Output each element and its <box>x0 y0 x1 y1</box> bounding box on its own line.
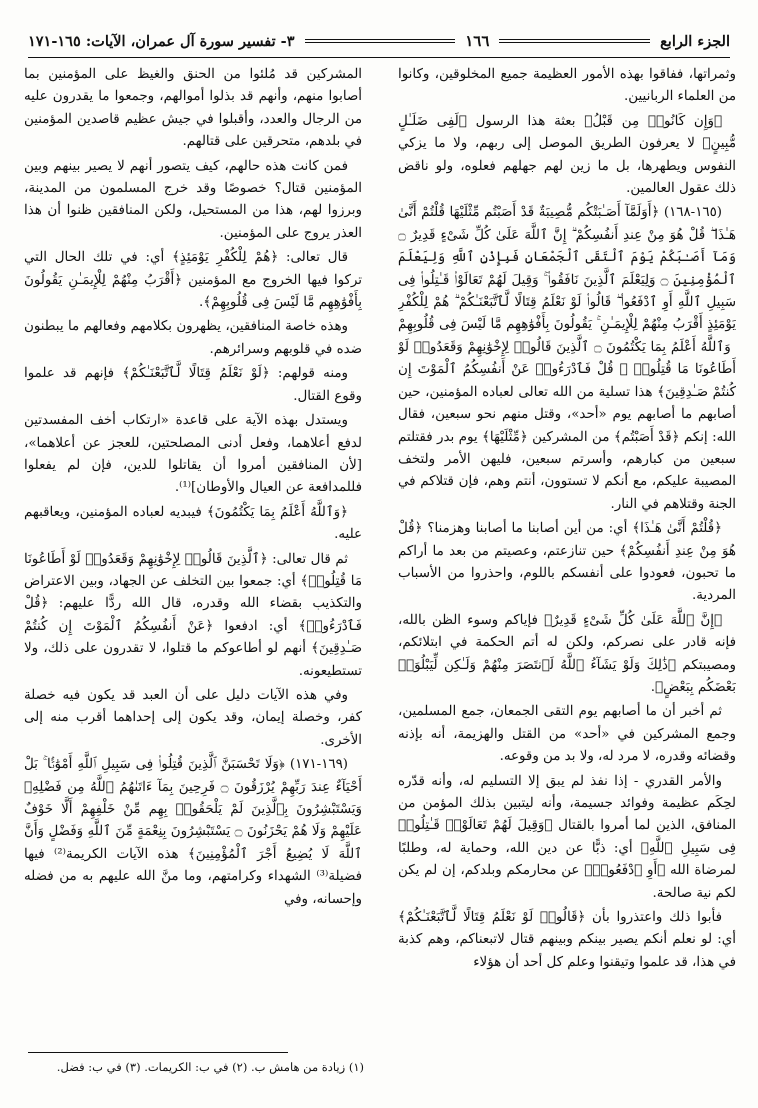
footnotes: (١) زيادة من هامش ب. (٢) في ب: الكريمات. (٣) في ب: فضل. <box>56 1060 364 1074</box>
running-header <box>28 28 730 54</box>
page-number: ١٦٦ <box>465 32 490 50</box>
paragraph: وثمراتها، ففاقوا بهذه الأمور العظيمة جميع المخلوقين، وكانوا من العلماء الربانيين. <box>398 67 736 105</box>
header-chapter: ٣- تفسير سورة آل عمران، الآيات: ١٦٥-١٧١ <box>27 32 295 50</box>
paragraph: قال تعالى: ﴿هُمْ لِلْكُفْرِ يَوْمَئِذٍ﴾ أي: في تلك الحال التي تركوا فيها الخروج مع المؤمنين ﴿أَقْرَبُ مِنْهُمْ لِلْإِيمَـٰنِ يَقُولُونَ بِأَفْوَٰهِهِم مَّا لَيْسَ فِى قُلُوبِهِمْ﴾. <box>24 250 362 311</box>
paragraph: والأمر القدري - إذا نفذ لم يبق إلا التسليم له، وأنه قدّره لحِكَم عظيمة وفوائد جسيمة، وأنه ليتبين بذلك المؤمن من المنافق، الذين لما أمروا بالقتال ﴿وَقِيلَ لَهُمْ تَعَالَوْا۟ قَـٰتِلُوا۟ فِى سَبِيلِ ٱللَّهِ﴾ أي: ذبًّا عن دين الله، وحماية له، وطلبًا لمرضاة الله ﴿أَوِ ٱدْفَعُوا۟﴾ عن محارمكم وبلدكم، إن لم يكن لكم نية صالحة. <box>398 773 736 901</box>
paragraph: ﴿وَإِن كَانُوا۟ مِن قَبْلُ﴾ بعثة هذا الرسول ﴿لَفِى ضَلَـٰلٍ مُّبِينٍ﴾ لا يعرفون الطريق الموصل إلى ربهم، ولا ما يزكي النفوس ويطهرها، بل ما زين لهم جهلهم فعلوه، ولو ناقض ذلك عقول العالمين. <box>398 113 736 197</box>
paragraph: (١٦٥-١٦٨) ﴿أَوَلَمَّآ أَصَـٰبَتْكُم مُّصِيبَةٌ قَدْ أَصَبْتُم مِّثْلَيْهَا قُلْتُمْ أَنَّىٰ هَـٰذَا ۖ قُلْ هُوَ مِنْ عِندِ أَنفُسِكُمْ ۗ إِنَّ ٱللَّهَ عَلَىٰ كُلِّ شَىْءٍ قَدِيرٌ ۝ وَمَآ أَصَـٰبَكُمْ يَوْمَ ٱلْتَقَى ٱلْجَمْعَانِ فَبِإِذْنِ ٱللَّهِ وَلِيَعْلَمَ ٱلْمُؤْمِنِينَ ۝ وَلِيَعْلَمَ ٱلَّذِينَ نَافَقُوا۟ ۚ وَقِيلَ لَهُمْ تَعَالَوْا۟ قَـٰتِلُوا۟ فِى سَبِيلِ ٱللَّهِ أَوِ ٱدْفَعُوا۟ ۖ قَالُوا۟ لَوْ نَعْلَمُ قِتَالًا لَّٱتَّبَعْنَـٰكُمْ ۗ هُمْ لِلْكُفْرِ يَوْمَئِذٍ أَقْرَبُ مِنْهُمْ لِلْإِيمَـٰنِ ۚ يَقُولُونَ بِأَفْوَٰهِهِم مَّا لَيْسَ فِى قُلُوبِهِمْ ۗ وَٱللَّهُ أَعْلَمُ بِمَا يَكْتُمُونَ ۝ ٱلَّذِينَ قَالُوا۟ لِإِخْوَٰنِهِمْ وَقَعَدُوا۟ لَوْ أَطَاعُونَا مَا قُتِلُوا۟ ۗ قُلْ فَٱدْرَءُوا۟ عَنْ أَنفُسِكُمُ ٱلْمَوْتَ إِن كُنتُمْ صَـٰدِقِينَ﴾ هذا تسلية من الله تعالى لعباده المؤمنين، حين أصابهم ما أصابهم يوم «أحد»، وقتل منهم نحو سبعين، فقال الله: إنكم ﴿قَدْ أَصَبْتُم﴾ من المشركين ﴿مِّثْلَيْهَا﴾ يوم بدر فقتلتم سبعين من كبارهم، وأسرتم سبعين، فليهن الأمر ولتخف المصيبة عليكم، مع أنكم لا تستوون، أنتم وهم، فإن قتلاكم في الجنة وقتلاهم في النار. <box>398 205 736 512</box>
paragraph: ثم قال تعالى: ﴿ٱلَّذِينَ قَالُوا۟ لِإِخْوَٰنِهِمْ وَقَعَدُوا۟ لَوْ أَطَاعُونَا مَا قُتِلُوا۟﴾ أي: جمعوا بين التخلف عن الجهاد، وبين الاعتراض والتكذيب بقضاء الله وقدره، قال الله ردًّا عليهم: ﴿قُلْ فَٱدْرَءُوا۟﴾ أي: ادفعوا ﴿عَنْ أَنفُسِكُمُ ٱلْمَوْتَ إِن كُنتُمْ صَـٰدِقِينَ﴾ أنهم لو أطاعوكم ما قتلوا، لا تقدرون على ذلك، ولا تستطيعونه. <box>24 551 362 679</box>
paragraph: ثم أخبر أن ما أصابهم يوم التقى الجمعان، جمع المسلمين، وجمع المشركين في «أحد» من القتل والهزيمة، أنه بإذنه وقضائه وقدره، لا مرد له، ولا بد من وقوعه. <box>398 704 736 765</box>
paragraph: ومنه قولهم: ﴿لَوْ نَعْلَمُ قِتَالًا لَّٱتَّبَعْنَـٰكُمْ﴾ فإنهم قد علموا وقوع القتال. <box>24 366 362 404</box>
left-column <box>24 64 362 1064</box>
right-column <box>398 64 736 1064</box>
paragraph: فأبوا ذلك واعتذروا بأن ﴿قَالُوا۟ لَوْ نَعْلَمُ قِتَالًا لَّٱتَّبَعْنَـٰكُمْ﴾ أي: لو نعلم أنكم يصير بينكم وبينهم قتال لاتبعناكم، وهم كذبة في هذا، قد علموا وتيقنوا وعلم كل أحد أن هؤلاء <box>398 910 736 970</box>
header-part: الجزء الرابع <box>660 32 730 50</box>
paragraph: ويستدل بهذه الآية على قاعدة «ارتكاب أخف المفسدتين لدفع أعلاهما، وفعل أدنى المصلحتين، للعجز عن أعلاهما»، [لأن المنافقين أمروا أن يقاتلوا للدين، فإن لم يفعلوا فللمدافعة عن العيال والأوطان]⁽¹⁾. <box>24 413 362 496</box>
footnote-divider <box>28 1052 288 1053</box>
paragraph: فمن كانت هذه حالهم، كيف يتصور أنهم لا يصير بينهم وبين المؤمنين قتال؟ خصوصًا وقد خرج المسلمون من المدينة، وبرزوا لهم، هذا من المستحيل، ولكن المنافقين ظنوا أن هذا العذر يروج على المؤمنين. <box>24 158 362 241</box>
header-rule-right <box>499 39 650 43</box>
paragraph: ﴿إِنَّ ٱللَّهَ عَلَىٰ كُلِّ شَىْءٍ قَدِيرٌ﴾ فإياكم وسوء الظن بالله، فإنه قادر على نصركم، ولكن له أتم الحكمة في ابتلائكم، ومصيبتكم ﴿ذَٰلِكَ وَلَوْ يَشَآءُ ٱللَّهُ لَٱنتَصَرَ مِنْهُمْ وَلَـٰكِن لِّيَبْلُوَا۟ بَعْضَكُم بِبَعْضٍ﴾. <box>398 612 736 695</box>
paragraph: ﴿وَٱللَّهُ أَعْلَمُ بِمَا يَكْتُمُونَ﴾ فيبديه لعباده المؤمنين، ويعاقبهم عليه. <box>24 504 362 543</box>
header-rule-left <box>305 39 456 43</box>
paragraph: ﴿قُلْتُمْ أَنَّىٰ هَـٰذَا﴾ أي: من أين أصابنا ما أصابنا وهزمنا؟ ﴿قُلْ هُوَ مِنْ عِندِ أَنفُسِكُمْ﴾ حين تنازعتم، وعصيتم من بعد ما أراكم ما تحبون، فعودوا على أنفسكم باللوم، واحذروا من الأسباب المردية. <box>398 521 736 604</box>
paragraph: وهذه خاصة المنافقين، يظهرون بكلامهم وفعالهم ما يبطنون ضده في قلوبهم وسرائرهم. <box>24 319 362 357</box>
paragraph: (١٦٩-١٧١) ﴿وَلَا تَحْسَبَنَّ ٱلَّذِينَ قُتِلُوا۟ فِى سَبِيلِ ٱللَّهِ أَمْوَٰتًۢا ۚ بَلْ أَحْيَآءٌ عِندَ رَبِّهِمْ يُرْزَقُونَ ۝ فَرِحِينَ بِمَآ ءَاتَىٰهُمُ ٱللَّهُ مِن فَضْلِهِۦ وَيَسْتَبْشِرُونَ بِٱلَّذِينَ لَمْ يَلْحَقُوا۟ بِهِم مِّنْ خَلْفِهِمْ أَلَّا خَوْفٌ عَلَيْهِمْ وَلَا هُمْ يَحْزَنُونَ ۝ يَسْتَبْشِرُونَ بِنِعْمَةٍ مِّنَ ٱللَّهِ وَفَضْلٍ وَأَنَّ ٱللَّهَ لَا يُضِيعُ أَجْرَ ٱلْمُؤْمِنِينَ﴾ هذه الآيات الكريمة⁽²⁾ فيها فضيلة⁽³⁾ الشهداء وكرامتهم، وما منَّ الله عليهم به من فضله وإحسانه، وفي <box>24 757 362 907</box>
paragraph: وفي هذه الآيات دليل على أن العبد قد يكون فيه خصلة كفر، وخصلة إيمان، وقد يكون إلى إحداهما أقرب منه إلى الأخرى. <box>24 687 362 748</box>
header-divider <box>28 57 730 58</box>
paragraph: المشركين قد مُلئوا من الحنق والغيظ على المؤمنين بما أصابوا منهم، وأنهم قد بذلوا أموالهم، وجمعوا ما يقدرون عليه من الرجال والعدد، وأقبلوا في جيش عظيم قاصدين المؤمنين في بلدهم، متحرقين على قتالهم. <box>24 67 362 150</box>
